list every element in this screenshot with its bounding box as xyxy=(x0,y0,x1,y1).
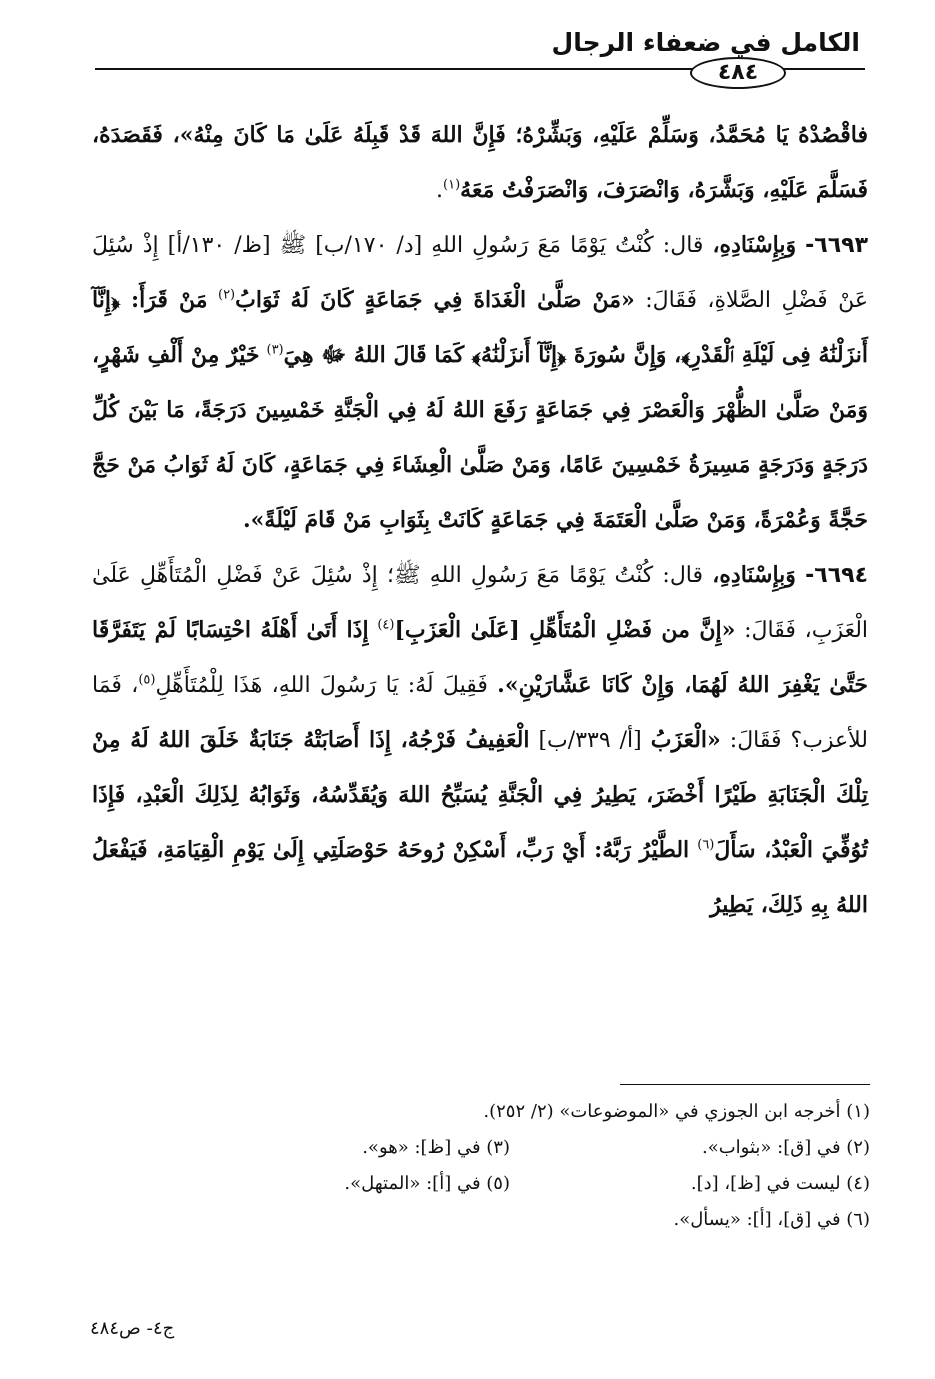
hadith-number: ٦٦٩٤- xyxy=(805,563,869,588)
hadith-6693 xyxy=(92,218,868,548)
footnote-1: (١) أخرجه ابن الجوزي في «الموضوعات» (٢/ ٢٥٢). xyxy=(483,1101,870,1122)
narration-text: قال: كُنْتُ يَوْمًا مَعَ رَسُولِ اللهِ ﷺ؛ إِذْ سُئِلَ عَنْ فَضْلِ الْمُتَأَهِّلِ عَلَىٰ الْعَزَبِ، فَقَالَ: xyxy=(92,563,869,643)
footnotes xyxy=(150,1094,870,1238)
footnote-2: (٢) في [ق]: «بثواب». xyxy=(701,1137,870,1158)
hadith-text: «الْعَزَبُ xyxy=(650,727,721,753)
isnad-label: وَبِإِسْنَادِهِ، xyxy=(712,562,796,588)
footnote-6: (٦) في [ق]، [أ]: «يسأل». xyxy=(673,1209,870,1230)
footnote-ref-3: (٣) xyxy=(266,342,284,358)
footnote-row xyxy=(150,1202,870,1238)
main-text xyxy=(92,108,868,933)
hadith-text: الطَّيْرُ رَبَّهُ: أَيْ رَبِّ، أَسْكِنْ رُوحَهُ حَوْصَلَتِي إِلَىٰ يَوْمِ الْقِيَامَةِ، فَيَفْعَلُ اللهُ بِهِ ذَلِكَ، يَطِيرُ xyxy=(92,837,868,918)
footnote-ref-5: (٥) xyxy=(138,672,156,688)
paragraph-continuation xyxy=(92,108,868,218)
hadith-text: الْعَفِيفُ فَرْجُهُ، إِذَا أَصَابَتْهُ جَنَابَةٌ خَلَقَ اللهُ لَهُ مِنْ تِلْكَ الْجَنَابَةِ طَيْرًا أَخْضَرَ، يَطِيرُ فِي الْجَنَّةِ يُسَبِّحُ اللهَ وَيُقَدِّسُهُ، وَثَوَابُهُ لِذَلِكَ الْعَبْدِ، فَإِذَا تُوُفِّيَ الْعَبْدُ، سَأَلَ xyxy=(92,727,869,863)
hadith-6694 xyxy=(92,548,868,933)
footnote-ref-4: (٤) xyxy=(377,617,395,633)
footnote-row xyxy=(150,1094,870,1130)
hadith-text: مَنْ قَرَأَ: ﴿إِنَّآ أَنزَلْنَٰهُ فِى لَيْلَةِ ٱلْقَدْرِ﴾، وَإِنَّ سُورَةَ ﴿إِنَّآ أَنزَلْنَٰهُ﴾ كَمَا قَالَ اللهُ ﷻ هِيَ xyxy=(92,287,868,368)
page-number-badge: ٤٨٤ xyxy=(690,57,786,89)
hadith-text: «إِنَّ من فَضْلِ الْمُتَأَهِّلِ [عَلَىٰ الْعَزَبِ] xyxy=(394,617,736,643)
isnad-label: وَبِإِسْنَادِهِ، xyxy=(712,232,797,258)
narration-text: قال: كُنْتُ يَوْمًا مَعَ رَسُولِ اللهِ [د/ ١٧٠/ب] ﷺ [ظ/ ١٣٠/أ] إِذْ سُئِلَ عَنْ فَضْلِ الصَّلاةِ، فَقَالَ: xyxy=(92,233,868,313)
narration-text: فَقِيلَ لَهُ: يَا رَسُولَ اللهِ، هَذَا لِلْمُتَأَهِّلِ xyxy=(155,673,488,698)
volume-page-reference: ج٤- ص٤٨٤ xyxy=(90,1318,175,1339)
hadith-continuation-text: فاقْصُدْهُ يَا مُحَمَّدُ، وَسَلِّمْ عَلَيْهِ، وَبَشِّرْهُ؛ فَإِنَّ اللهَ قَدْ قَبِلَهُ عَلَىٰ مَا كَانَ مِنْهُ»، فَقَصَدَهُ، فَسَلَّمَ عَلَيْهِ، وَبَشَّرَهُ، وَانْصَرَفَ، وَانْصَرَفْتُ مَعَهُ xyxy=(92,122,868,203)
manuscript-ref: [أ/ ٣٣٩/ب] xyxy=(538,728,642,753)
footnote-rule xyxy=(620,1084,870,1085)
narration-text: ، فَمَا للأعزب؟ فَقَالَ: xyxy=(92,673,869,753)
footnote-row xyxy=(150,1130,870,1166)
hadith-text: «مَنْ صَلَّىٰ الْغَدَاةَ فِي جَمَاعَةٍ كَانَ لَهُ ثَوَابُ xyxy=(235,287,635,313)
footnote-ref-2: (٢) xyxy=(217,287,236,303)
hadith-number: ٦٦٩٣- xyxy=(805,233,868,258)
footnote-5: (٥) في [أ]: «المتهل». xyxy=(344,1173,510,1194)
footnote-4: (٤) ليست في [ظ]، [د]. xyxy=(690,1173,870,1194)
footnote-ref-6: (٦) xyxy=(697,837,715,853)
footnote-3: (٣) في [ظ]: «هو». xyxy=(362,1137,510,1158)
running-title: الكامل في ضعفاء الرجال xyxy=(551,28,860,57)
footnote-ref-1: (١) xyxy=(443,177,461,193)
footnote-row xyxy=(150,1166,870,1202)
hadith-text: خَيْرٌ مِنْ أَلْفِ شَهْرٍ، وَمَنْ صَلَّىٰ الظُّهْرَ وَالْعَصْرَ فِي جَمَاعَةٍ رَفَعَ اللهُ لَهُ فِي الْجَنَّةِ خَمْسِينَ دَرَجَةً، مَا بَيْنَ كُلِّ دَرَجَةٍ وَدَرَجَةٍ مَسِيرَةُ خَمْسِينَ عَامًا، وَمَنْ صَلَّىٰ الْعِشَاءَ فِي جَمَاعَةٍ، كَانَ لَهُ ثَوَابُ مَنْ حَجَّ حَجَّةً وَعُمْرَةً، وَمَنْ صَلَّىٰ الْعَتَمَةَ فِي جَمَاعَةٍ كَانَتْ بِثَوَابِ مَنْ قَامَ لَيْلَةً». xyxy=(92,342,868,533)
hadith-text: إِذَا أَتَىٰ أَهْلَهُ احْتِسَابًا لَمْ يَتَفَرَّقَا حَتَّىٰ يَغْفِرَ اللهُ لَهُمَا، وَإِنْ كَانَا عَشَّارَيْنِ». xyxy=(92,617,868,698)
paragraph-end: . xyxy=(436,178,444,203)
